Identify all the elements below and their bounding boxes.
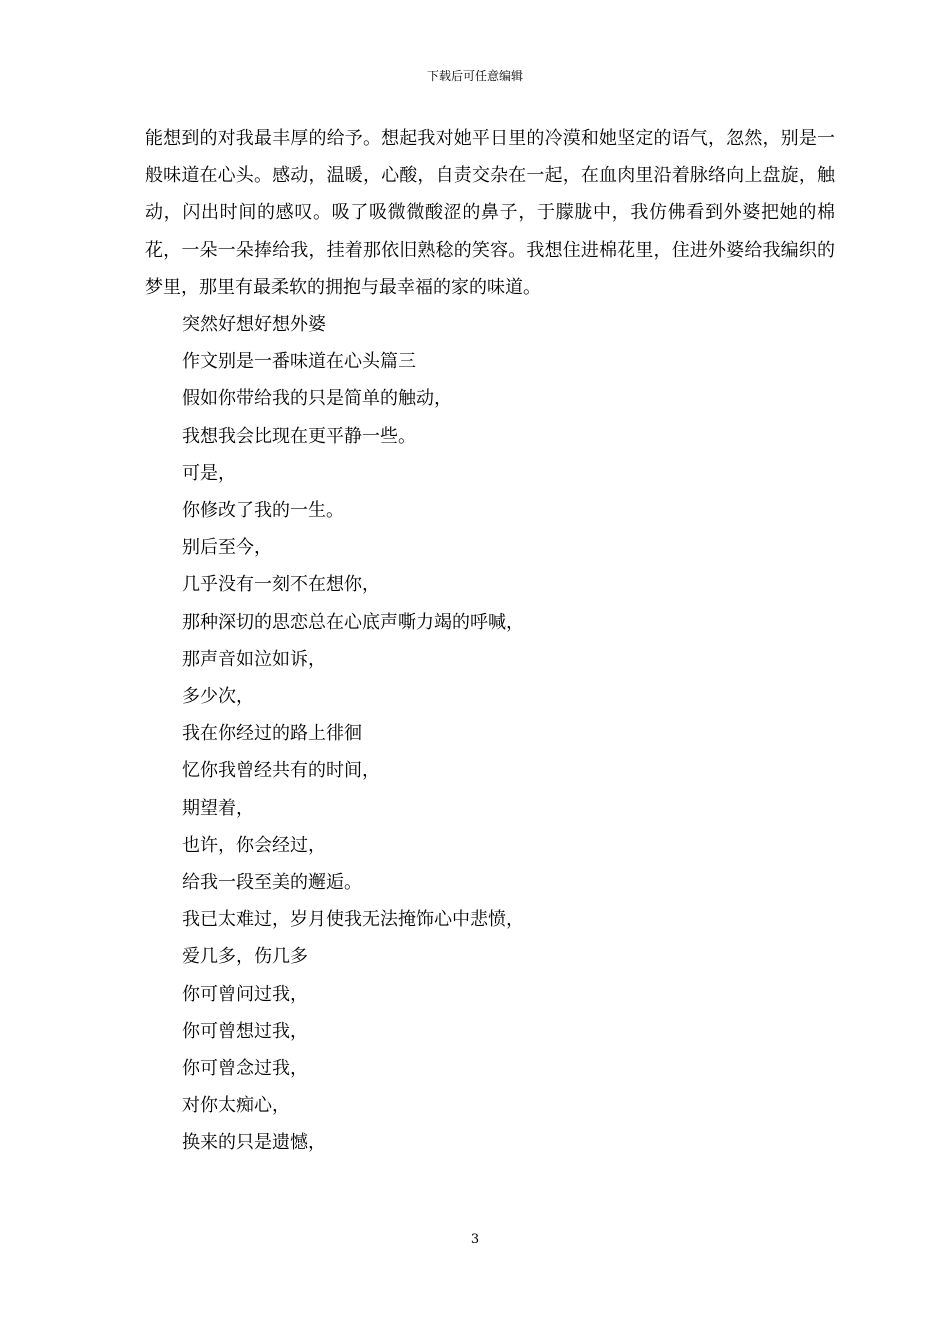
section-heading: 作文别是一番味道在心头篇三 [182,351,416,373]
text-line: 期望着， [182,797,254,819]
text-line: 多少次， [182,686,254,708]
text-line: 换来的只是遗憾， [182,1132,326,1154]
text-line: 几乎没有一刻不在想你， [182,574,380,596]
text-line: 对你太痴心， [182,1095,290,1117]
text-line: 你可曾念过我， [182,1058,308,1080]
text-line: 假如你带给我的只是简单的触动， [182,388,452,410]
text-line: 那种深切的思恋总在心底声嘶力竭的呼喊， [182,611,524,633]
text-line: 爱几多，伤几多 [182,946,308,968]
document-body [145,120,835,1162]
text-line: 你修改了我的一生。 [182,500,344,522]
page-number: 3 [470,1232,480,1247]
text-line: 给我一段至美的邂逅。 [182,872,362,894]
text-line: 也许，你会经过， [182,834,326,856]
page-header: 下载后可任意编辑 [426,69,523,83]
text-line: 我在你经过的路上徘徊 [182,723,362,745]
text-line: 忆你我曾经共有的时间， [182,760,380,782]
body-paragraph: 能想到的对我最丰厚的给予。想起我对她平日里的冷漠和她坚定的语气，忽然，别是一般味道在心头。感动，温暖，心酸，自责交杂在一起，在血肉里沿着脉络向上盘旋，触动，闪出时间的感叹。吸了吸微微酸涩的鼻子，于朦胧中，我仿佛看到外婆把她的棉花，一朵一朵捧给我，挂着那依旧熟稔的笑容。我想住进棉花里，住进外婆给我编织的梦里，那里有最柔软的拥抱与最幸福的家的味道。 [145,128,835,298]
text-line: 可是， [182,462,236,484]
text-line: 那声音如泣如诉， [182,648,326,670]
text-line: 你可曾想过我， [182,1020,308,1042]
text-line: 我想我会比现在更平静一些。 [182,425,416,447]
poem-lines [145,306,835,1162]
text-line: 别后至今， [182,537,272,559]
text-line: 我已太难过，岁月使我无法掩饰心中悲愤， [182,909,524,931]
text-line: 你可曾问过我， [182,983,308,1005]
text-line: 突然好想好想外婆 [182,314,326,336]
